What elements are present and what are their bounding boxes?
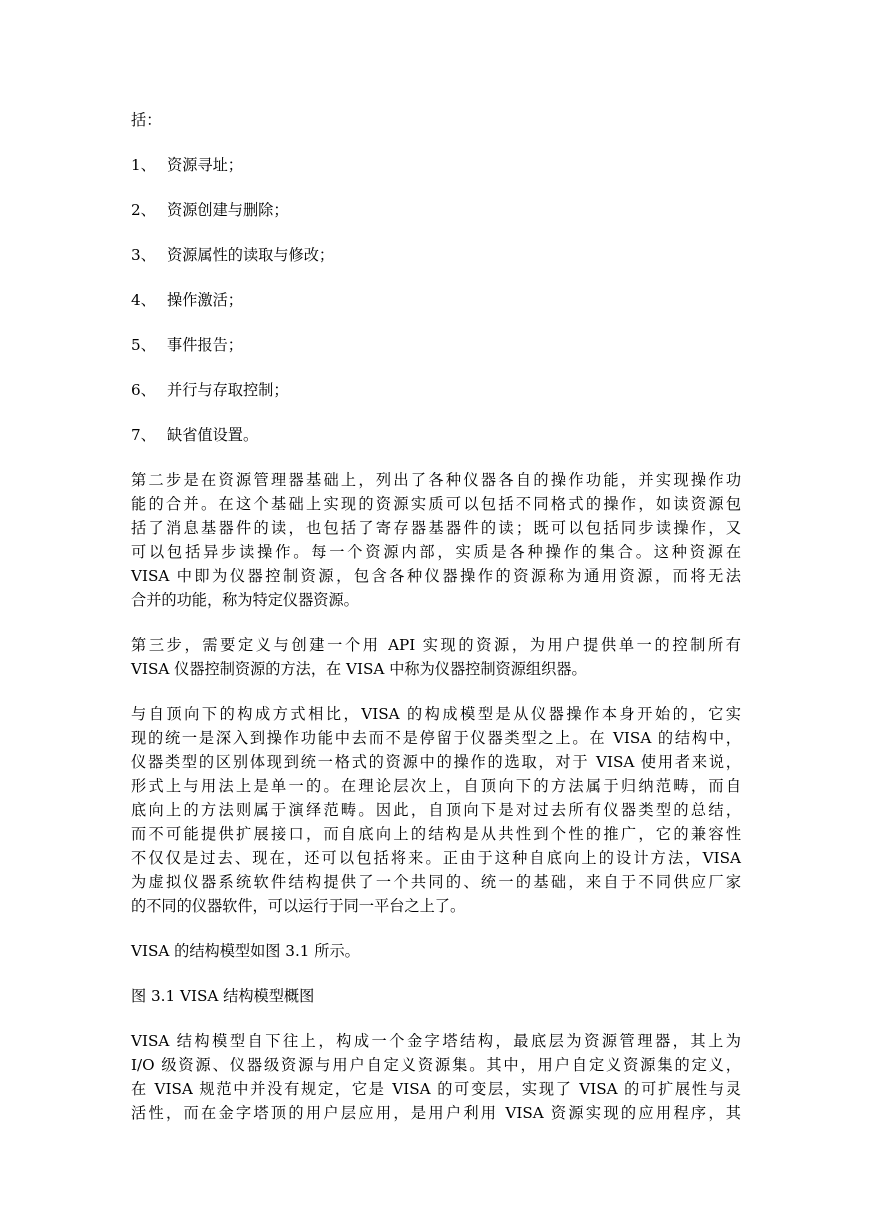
list-number: 4、 [131,291,156,309]
list-number: 6、 [131,381,156,399]
paragraph-line: 活性，而在金字塔顶的用户层应用，是用户利用 VISA 资源实现的应用程序，其 [131,1104,741,1122]
list-item [131,198,741,222]
list-item [131,288,741,312]
list-item [131,243,741,267]
paragraph-line: 与自顶向下的构成方式相比，VISA 的构成模型是从仪器操作本身开始的，它实 [131,705,741,723]
list-text: 资源寻址； [167,156,243,174]
paragraph-line: 的不同的仪器软件，可以运行于同一平台之上了。 [131,897,466,915]
paragraph-line: 可以包括异步读操作。每一个资源内部，实质是各种操作的集合。这种资源在 [131,543,741,561]
paragraph-step-three [131,633,741,681]
list-text: 资源属性的读取与修改； [167,246,335,264]
list-item [131,423,741,447]
list-item [131,153,741,177]
figure-caption: 图 3.1 VISA 结构模型概图 [131,987,315,1005]
list-text: 并行与存取控制； [167,381,289,399]
list-text: 缺省值设置。 [167,426,259,444]
intro-line: 括： [131,111,162,129]
list-item [131,333,741,357]
list-number: 5、 [131,336,156,354]
list-number: 7、 [131,426,156,444]
list-number: 3、 [131,246,156,264]
paragraph-line: 现的统一是深入到操作功能中去而不是停留于仪器类型之上。在 VISA 的结构中， [131,729,741,747]
paragraph-line: 第三步，需要定义与创建一个用 API 实现的资源，为用户提供单一的控制所有 [131,636,741,654]
list-text: 事件报告； [167,336,243,354]
paragraph-line: 而不可能提供扩展接口，而自底向上的结构是从共性到个性的推广，它的兼容性 [131,825,741,843]
paragraph-structure-model [131,1029,741,1125]
paragraph-line: 形式上与用法上是单一的。在理论层次上，自顶向下的方法属于归纳范畴，而自 [131,777,741,795]
paragraph-line: I/O 级资源、仪器级资源与用户自定义资源集。其中，用户自定义资源集的定义， [131,1056,741,1074]
paragraph-line: VISA 结构模型自下往上，构成一个金字塔结构，最底层为资源管理器，其上为 [131,1032,741,1050]
document-page [131,108,741,1125]
paragraph-line: VISA 仪器控制资源的方法，在 VISA 中称为仪器控制资源组织器。 [131,660,587,678]
list-text: 资源创建与删除； [167,201,289,219]
list-number: 2、 [131,201,156,219]
list-text: 操作激活； [167,291,243,309]
paragraph-line: 在 VISA 规范中并没有规定，它是 VISA 的可变层，实现了 VISA 的可扩展性与灵 [131,1080,741,1098]
paragraph-line: 括了消息基器件的读，也包括了寄存器基器件的读；既可以包括同步读操作，又 [131,519,741,537]
paragraph-comparison [131,702,741,918]
paragraph-line: 合并的功能，称为特定仪器资源。 [131,591,359,609]
paragraph-line: 能的合并。在这个基础上实现的资源实质可以包括不同格式的操作，如读资源包 [131,495,741,513]
paragraph-line: 第二步是在资源管理器基础上，列出了各种仪器各自的操作功能，并实现操作功 [131,471,741,489]
figure-reference: VISA 的结构模型如图 3.1 所示。 [131,942,360,960]
paragraph-line: 底向上的方法则属于演绎范畴。因此，自顶向下是对过去所有仪器类型的总结， [131,801,741,819]
paragraph-line: VISA 中即为仪器控制资源，包含各种仪器操作的资源称为通用资源，而将无法 [131,567,741,585]
paragraph-line: 为虚拟仪器系统软件结构提供了一个共同的、统一的基础，来自于不同供应厂家 [131,873,741,891]
list-item [131,378,741,402]
paragraph-line: 不仅仅是过去、现在，还可以包括将来。正由于这种自底向上的设计方法，VISA [131,849,741,867]
paragraph-step-two [131,468,741,612]
list-number: 1、 [131,156,156,174]
paragraph-line: 仪器类型的区别体现到统一格式的资源中的操作的选取，对于 VISA 使用者来说， [131,753,741,771]
